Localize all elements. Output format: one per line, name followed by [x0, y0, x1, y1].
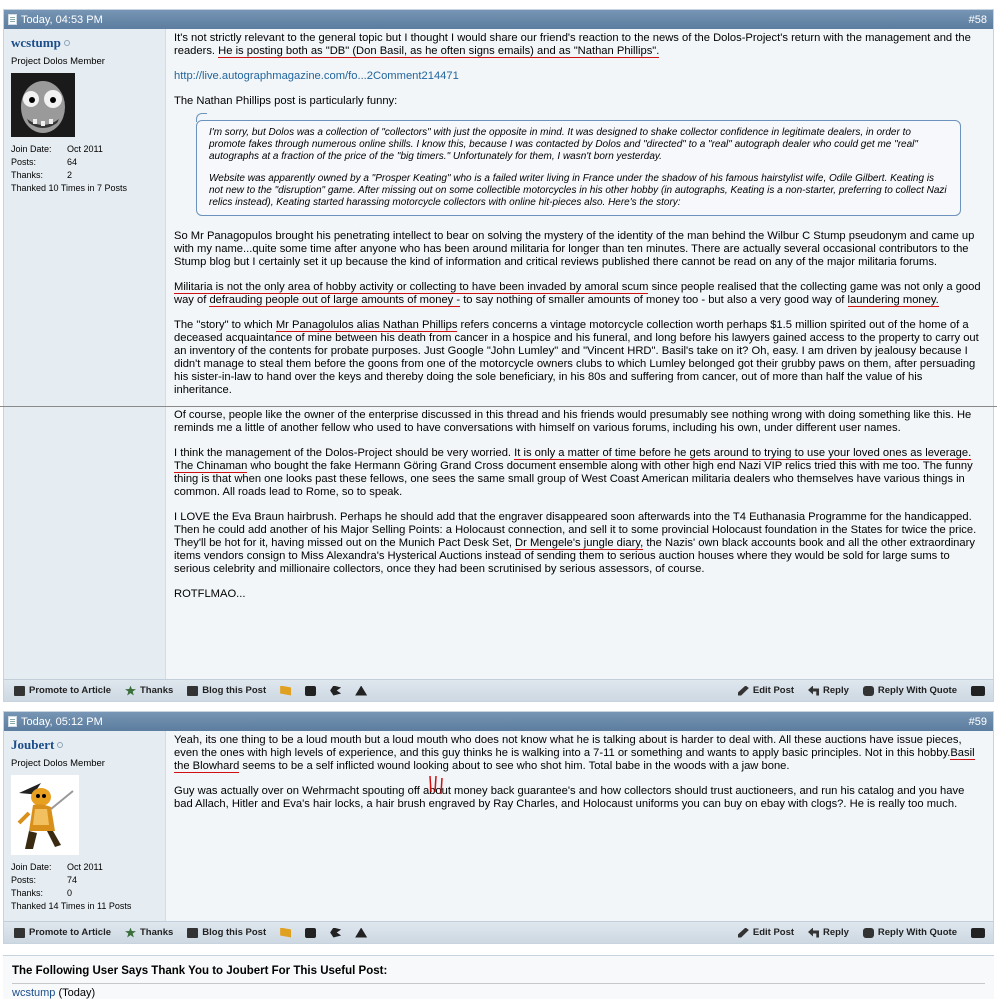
post-number-link[interactable]: #58: [968, 13, 987, 26]
post-content: It's not strictly relevant to the general topic but I thought I would share our friend's reaction to the news of the Dolos-Project's return with the management and the readers. He is posting both as "DB" (Don Basil, as he often signs emails) and as "Nathan Phillips". http://live.autographmagazine.com/fo...2Comment214471 The Nathan Phillips post is particularly funny: I'm sorry, but Dolos was a collection of "collectors" with just the opposite in mind. It was designed to shake collector confidence in legitimate dealers, in order to promote fakes through numerous online shills. I know this, because I was contacted by Dolos and "directed" to a "real" autograph dealer who could get me "real" autographs at a fraction of the price of the "big timers." Unfortunately for them, I wasn't born yesterday. Website was apparently owned by a "Prosper Keating" who is a failed writer living in France under the shadow of his famous hairstylist wife, Odile Gilbert. Keating is not new to the "disruption" game. After missing out on some collectible motorcycles in his other hobby (in autographs, Keating is a non-starter, preferring to collect Nazi relics instead), Keating started harassing motorcycle collectors with online hit-pieces also. Here's the story: So Mr Panagopulos brought his penetrating intellect to bear on solving the mystery of the identity of the man behind the Wilbur C Stump pseudonym and came up with my name...quite some time after anyone who has been around militaria for longer than ten minutes. There are actually several occasional contributors to the Stump blog but I certainly set it up because the kind of information and critical reviews published there cannot be read on any of the major militaria forums. Militaria is not the only area of hobby activity or collecting to have been invaded by amoral scum since people realised that the collecting game was not only a good way of defrauding people out of large amounts of money - to say nothing of smaller amounts of money too - but also a very good way of laundering money. The "story" to which Mr Panagolulos alias Nathan Phillips refers concerns a vintage motorcycle collection worth perhaps $1.5 million spirited out of the home of a deceased acquaintance of mine between his death from cancer in a hospice and his funeral, and long before his lawyers gained access to the property to carry out an inventory of the contents for probate purposes. Just Google "John Lumley" and "Vincent HRD". Basil's take on it? Oh, easy. I am driven by jealousy because I didn't manage to steal them before the goons from one of the motorcycle owners clubs to which Lumley belonged got their grubby paws on them, after persuading his sister-in-law to hand over the keys and thereby doing the sole beneficiary, in his 80s and suffering from cancer, out of more than half the value of his inheritance. Of course, people like the owner of the enterprise discussed in this thread and his friends would presumably see nothing wrong with doing something like this. He reminds me a little of another fellow who used to have conversations with himself on various forums, including his own, under different user names. I think the management of the Dolos-Project should be very worried. It is only a matter of time before he gets around to trying to use your loved ones as leverage. The Chinaman who bought the fake Hermann Göring Grand Cross document ensemble along with other high end Nazi VIP relics tried this with me too. The funny thing is that when one looks past these fellows, one sees the same small group of West Coast American militaria dealers who themselves have various things in common. All roads lead to Rome, so to speak. I LOVE the Eva Braun hairbrush. Perhaps he should add that the engraver disappeared soon afterwards into the T4 Euthanasia Programme for the handicapped. Then he could add another of his Major Selling Points: a Holocaust connection, and sell it to some provincial Holocaust foundation in the States for twice the price. They'll be hot for it, having missed out on the Munich Pact Desk Set, Dr Mengele's jungle diary, the Nazis' own black accounts book and all the other extraordinary items vendors consign to Miss Alexandra's Hysterical Auctions instead of sending them to serious auction houses where they would be sold for large sums to serious celebrity and millionaire collectors, once they had been scrutinised by serious assessors, of course. ROTFLMAO...: [174, 32, 981, 600]
infraction-icon: [330, 686, 341, 696]
ip-icon: [305, 686, 316, 696]
thanks-button[interactable]: Thanks: [125, 927, 173, 938]
infraction-button[interactable]: [330, 686, 341, 696]
username-link[interactable]: wcstump: [11, 35, 158, 51]
article-icon: [14, 928, 25, 938]
reply-icon: [808, 928, 819, 938]
blog-this-post-button[interactable]: Blog this Post: [187, 927, 266, 938]
post-footer: [4, 921, 993, 943]
multi-quote-icon: [971, 686, 985, 696]
thanked-count: Thanked 14 Times in 11 Posts: [11, 901, 132, 911]
post-count: 74: [67, 875, 78, 885]
edit-post-button[interactable]: Edit Post: [738, 685, 794, 696]
avatar[interactable]: [11, 73, 75, 137]
reply-with-quote-button[interactable]: Reply With Quote: [863, 685, 957, 696]
quote-icon: [863, 928, 874, 938]
annotation-underline: He is posting both as "DB" (Don Basil, as he often signs emails) and as "Nathan Phillips".: [218, 45, 660, 57]
reply-icon: [808, 686, 819, 696]
flag-icon: [280, 928, 291, 938]
thanked-count: Thanked 10 Times in 7 Posts: [11, 183, 128, 193]
divider: [12, 983, 985, 984]
report-button[interactable]: [355, 928, 367, 938]
post-icon: [8, 14, 17, 25]
post-count: 64: [67, 157, 78, 167]
infraction-icon: [330, 928, 341, 938]
blog-icon: [187, 928, 198, 938]
reply-button[interactable]: Reply: [808, 927, 849, 938]
online-status-icon: [57, 742, 63, 748]
join-date: Oct 2011: [67, 862, 103, 872]
blog-icon: [187, 686, 198, 696]
user-title: Project Dolos Member: [11, 758, 105, 769]
username-link[interactable]: Joubert: [11, 737, 158, 753]
post-icon: [8, 716, 17, 727]
ip-icon: [305, 928, 316, 938]
promote-to-article-button[interactable]: Promote to Article: [14, 685, 111, 696]
thanks-icon: [125, 928, 136, 938]
infraction-button[interactable]: [330, 928, 341, 938]
flag-icon: [280, 686, 291, 696]
post-content: Yeah, its one thing to be a loud mouth but a loud mouth who does not know what he is talking about is harder to deal with. All these auctions have issue pieces, even the ones with high levels of experience, and this guy thinks he is walking into a 7-11 or something and wants to apply basic principles. Not in this hobby.Basil the Blowhard seems to be a self inflicted wound looking about to see who shot him. Total babe in the woods with a jaw bone. Guy was actually over on Wehrmacht spouting off about money back guarantee's and how collectors should trust auctioneers, and run his catalog and you have bad Allach, Hitler and Eva's hair locks, a hair brush engraved by Ray Charles, and Holocaust uniforms you can buy on ebay with clogs?. He is really too much.: [174, 734, 975, 810]
thanks-user-link[interactable]: wcstump: [12, 987, 56, 999]
post-number-link[interactable]: #59: [968, 715, 987, 728]
divider: [0, 406, 997, 407]
ip-button[interactable]: [305, 928, 316, 938]
user-title: Project Dolos Member: [11, 56, 105, 67]
multi-quote-button[interactable]: [971, 686, 985, 696]
thanks-button[interactable]: Thanks: [125, 685, 173, 696]
flag-button[interactable]: [280, 686, 291, 696]
pencil-icon: [738, 928, 749, 938]
report-button[interactable]: [355, 686, 367, 696]
warning-icon: [355, 686, 367, 696]
thanks-count: 2: [67, 170, 73, 180]
edit-post-button[interactable]: Edit Post: [738, 927, 794, 938]
multi-quote-icon: [971, 928, 985, 938]
join-date: Oct 2011: [67, 144, 103, 154]
reply-button[interactable]: Reply: [808, 685, 849, 696]
post-date: Today, 05:12 PM: [21, 715, 103, 728]
user-stats: Join Date: Oct 2011 Posts: 64 Thanks: 2 Thanked 10 Times in 7 Posts: [11, 144, 128, 193]
post-header: [4, 10, 993, 29]
blog-this-post-button[interactable]: Blog this Post: [187, 685, 266, 696]
thanks-user-list: wcstump (Today): [12, 987, 96, 999]
thanks-count: 0: [67, 888, 73, 898]
multi-quote-button[interactable]: [971, 928, 985, 938]
post-footer: [4, 679, 993, 701]
user-info-panel: [4, 29, 166, 679]
thanks-box: [3, 955, 994, 999]
thanks-icon: [125, 686, 136, 696]
article-icon: [14, 686, 25, 696]
thanks-title: The Following User Says Thank You to Joubert For This Useful Post:: [12, 965, 388, 977]
warning-icon: [355, 928, 367, 938]
ip-button[interactable]: [305, 686, 316, 696]
post-59: [3, 711, 994, 944]
external-link[interactable]: http://live.autographmagazine.com/fo...2Comment214471: [174, 70, 459, 82]
pencil-icon: [738, 686, 749, 696]
avatar[interactable]: [11, 775, 79, 855]
post-header: [4, 712, 993, 731]
flag-button[interactable]: [280, 928, 291, 938]
user-stats: Join Date: Oct 2011 Posts: 74 Thanks: 0 Thanked 14 Times in 11 Posts: [11, 862, 132, 911]
annotation-underline: Basil the Blowhard: [174, 747, 975, 772]
promote-to-article-button[interactable]: Promote to Article: [14, 927, 111, 938]
online-status-icon: [64, 40, 70, 46]
post-date: Today, 04:53 PM: [21, 13, 103, 26]
reply-with-quote-button[interactable]: Reply With Quote: [863, 927, 957, 938]
user-info-panel: [4, 731, 166, 921]
post-58: [3, 9, 994, 702]
quote-box: I'm sorry, but Dolos was a collection of "collectors" with just the opposite in mind. It was designed to shake collector confidence in legitimate dealers, in order to promote fakes through numerous online shills. I know this, because I was contacted by Dolos and "directed" to a "real" autograph dealer who could get me "real" autographs at a fraction of the price of the "big timers." Unfortunately for them, I wasn't born yesterday. Website was apparently owned by a "Prosper Keating" who is a failed writer living in France under the shadow of his famous hairstylist wife, Odile Gilbert. Keating is not new to the "disruption" game. After missing out on some collectible motorcycles in his other hobby (in autographs, Keating is a non-starter, preferring to collect Nazi relics instead), Keating started harassing motorcycle collectors with online hit-pieces also. Here's the story:: [196, 120, 961, 216]
quote-icon: [863, 686, 874, 696]
